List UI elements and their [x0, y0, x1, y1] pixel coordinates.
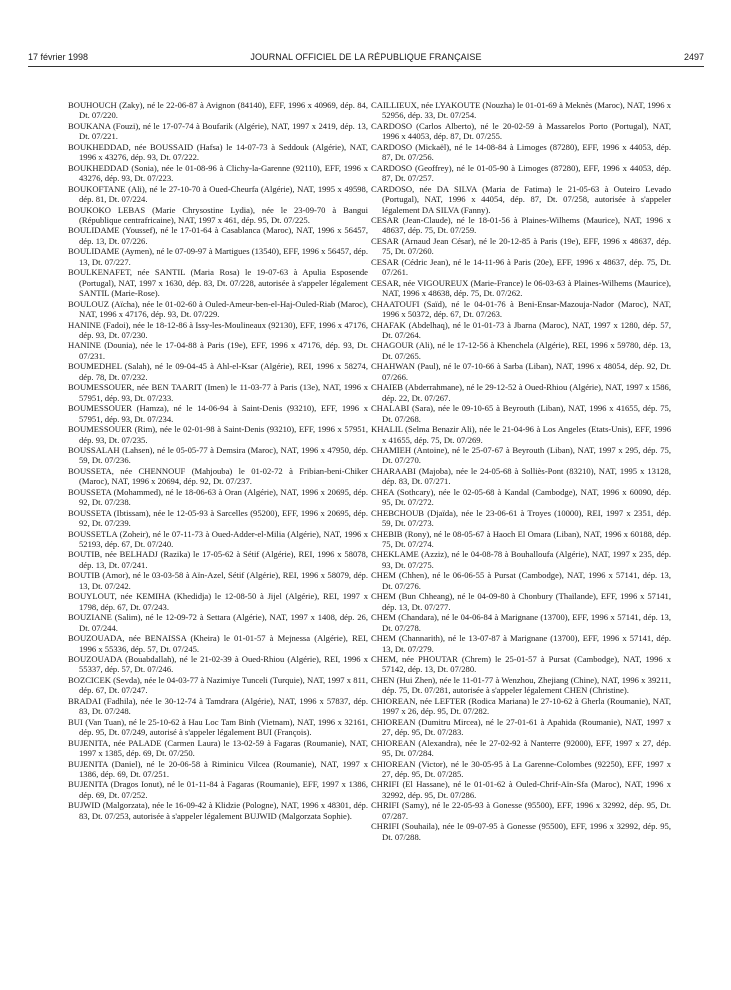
- decree-entry: CAILLIEUX, née LYAKOUTE (Nouzha) le 01-01-69 à Meknès (Maroc), NAT, 1996 x 52956, dép. 33, Dt. 07/254.: [371, 100, 671, 121]
- decree-entry: BOUKOFTANE (Ali), né le 27-10-70 à Oued-Cheurfa (Algérie), NAT, 1995 x 49598, dép. 81, Dt. 07/224.: [68, 183, 368, 205]
- decree-entry: CHRIFI (Souhaila), née le 09-07-95 à Gonesse (95500), EFF, 1996 x 32992, dép. 95, Dt. 07/288.: [371, 821, 671, 842]
- decree-entry: CHARAABI (Majoba), née le 24-05-68 à Solliès-Pont (83210), NAT, 1995 x 13128, dép. 83, Dt. 07/271.: [371, 465, 671, 487]
- decree-entry: CHEKLAME (Azziz), né le 04-08-78 à Bouhalloufa (Algérie), NAT, 1997 x 235, dép. 93, Dt. 07/275.: [371, 549, 671, 570]
- decree-entry: BOUKHEDDAD (Sonia), née le 01-08-96 à Clichy-la-Garenne (92110), EFF, 1996 x 43276, dép. 93, Dt. 07/223.: [68, 162, 368, 184]
- decree-entry: CHRIFI (Samy), né le 22-05-93 à Gonesse (95500), EFF, 1996 x 32992, dép. 95, Dt. 07/287.: [371, 800, 671, 821]
- header-page-number: 2497: [683, 52, 704, 62]
- decree-entry: CHEBIB (Rony), né le 08-05-67 à Haoch El Omara (Liban), NAT, 1996 x 60188, dép. 75, Dt. 07/274.: [371, 528, 671, 550]
- decree-entry: HANINE (Fadoi), née le 18-12-86 à Issy-les-Moulineaux (92130), EFF, 1996 x 47176, dép. 93, Dt. 07/230.: [68, 319, 368, 340]
- decree-entry: CHEM (Bun Chheang), né le 04-09-80 à Chonbury (Thaïlande), EFF, 1996 x 57141, dép. 13, Dt. 07/277.: [371, 591, 671, 612]
- decree-entry: BOUKANA (Fouzi), né le 17-07-74 à Boufarik (Algérie), NAT, 1997 x 2419, dép. 13, Dt. 07/221.: [68, 120, 368, 142]
- decree-entry: CARDOSO (Mickaël), né le 14-08-84 à Limoges (87280), EFF, 1996 x 44053, dép. 87, Dt. 07/256.: [371, 141, 671, 163]
- decree-entry: BUI (Van Tuan), né le 25-10-62 à Hau Loc Tam Binh (Vietnam), NAT, 1996 x 32161, dép. 95, Dt. 07/249, autorisé à s'appeler légalement BUI (François).: [68, 716, 368, 738]
- decree-entry: BUJENITA, née PALADE (Carmen Laura) le 13-02-59 à Fagaras (Roumanie), NAT, 1997 x 1385, dép. 69, Dt. 07/250.: [68, 737, 368, 759]
- decree-entry: BOUMESSOUER (Hamza), né le 14-06-94 à Saint-Denis (93210), EFF, 1996 x 57951, dép. 93, Dt. 07/234.: [68, 403, 368, 424]
- decree-entry: CHEM (Chandara), né le 04-06-84 à Marignane (13700), EFF, 1996 x 57141, dép. 13, Dt. 07/278.: [371, 612, 671, 633]
- decree-entry: BOUZOUADA, née BENAISSA (Kheira) le 01-01-57 à Mejnessa (Algérie), REI, 1996 x 55336, dép. 57, Dt. 07/245.: [68, 633, 368, 654]
- decree-entry: BOUMEDHEL (Salah), né le 09-04-45 à Ahl-el-Ksar (Algérie), REI, 1996 x 58274, dép. 78, Dt. 07/232.: [68, 361, 368, 382]
- decree-entry: BOZCICEK (Sevda), née le 04-03-77 à Nazimiye Tunceli (Turquie), NAT, 1997 x 811, dép. 67, Dt. 07/247.: [68, 674, 368, 696]
- decree-entry: CHIOREAN (Alexandra), née le 27-02-92 à Nanterre (92000), EFF, 1997 x 27, dép. 95, Dt. 07/284.: [371, 737, 671, 759]
- decree-entry: BOULOUZ (Aïcha), née le 01-02-60 à Ouled-Ameur-ben-el-Haj-Ouled-Riab (Maroc), NAT, 1996 x 47176, dép. 93, Dt. 07/229.: [68, 298, 368, 320]
- decree-entry: CHAMIEH (Antoine), né le 25-07-67 à Beyrouth (Liban), NAT, 1997 x 295, dép. 75, Dt. 07/270.: [371, 444, 671, 466]
- decree-entry: CHIOREAN (Dumitru Mircea), né le 27-01-61 à Apahida (Roumanie), NAT, 1997 x 27, dép. 95, Dt. 07/283.: [371, 716, 671, 738]
- decree-entry: CHEN (Hui Zhen), née le 11-01-77 à Wenzhou, Zhejiang (Chine), NAT, 1996 x 39211, dép. 75, Dt. 07/281, autorisée à s'appeler légalement CHEN (Christine).: [371, 674, 671, 696]
- decree-entry: CHALABI (Sara), née le 09-10-65 à Beyrouth (Liban), NAT, 1996 x 41655, dép. 75, Dt. 07/268.: [371, 403, 671, 424]
- decree-entry: BOUTIB (Amor), né le 03-03-58 à Aïn-Azel, Sétif (Algérie), REI, 1996 x 58079, dép. 13, Dt. 07/242.: [68, 570, 368, 591]
- decree-entry: BOUMESSOUER, née BEN TAARIT (Imen) le 11-03-77 à Paris (13e), NAT, 1996 x 57951, dép. 93, Dt. 07/233.: [68, 382, 368, 403]
- decree-entry: BOUKOKO LEBAS (Marie Chrysostine Lydia), née le 23-09-70 à Bangui (République centrafricaine), NAT, 1997 x 461, dép. 95, Dt. 07/225.: [68, 204, 368, 225]
- header-date: 17 février 1998: [28, 52, 89, 62]
- decree-entry: BOUSSALAH (Lahsen), né le 05-05-77 à Demsira (Maroc), NAT, 1996 x 47950, dép. 59, Dt. 07/236.: [68, 444, 368, 466]
- decree-entry: CESAR (Jean-Claude), né le 18-01-56 à Plaines-Wilhems (Maurice), NAT, 1996 x 48637, dép. 75, Dt. 07/259.: [371, 214, 671, 236]
- decree-entry: CHEM, née PHOUTAR (Chrem) le 25-01-57 à Pursat (Cambodge), NAT, 1996 x 57142, dép. 13, Dt. 07/280.: [371, 654, 671, 675]
- decree-entry: BOUYLOUT, née KEMIHA (Khedidja) le 12-08-50 à Jijel (Algérie), REI, 1997 x 1798, dép. 67, Dt. 07/243.: [68, 591, 368, 612]
- decree-entry: CHRIFI (El Hassane), né le 01-01-62 à Ouled-Chrif-Aïn-Sfa (Maroc), NAT, 1996 x 32992, dép. 95, Dt. 07/286.: [371, 779, 671, 800]
- left-column: [68, 100, 368, 821]
- decree-entry: CHEM (Chhen), né le 06-06-55 à Pursat (Cambodge), NAT, 1996 x 57141, dép. 13, Dt. 07/276.: [371, 570, 671, 591]
- decree-entry: CHIOREAN, née LEFTER (Rodica Mariana) le 27-10-62 à Gherla (Roumanie), NAT, 1997 x 26, dép. 95, Dt. 07/282.: [371, 695, 671, 717]
- decree-entry: BOULIDAME (Youssef), né le 17-01-64 à Casablanca (Maroc), NAT, 1996 x 56457, dép. 13, Dt. 07/226.: [68, 225, 368, 246]
- decree-entry: CESAR, née VIGOUREUX (Marie-France) le 06-03-63 à Plaines-Wilhems (Maurice), NAT, 1996 x 48638, dép. 75, Dt. 07/262.: [371, 277, 671, 299]
- decree-entry: BOUTIB, née BELHADJ (Razika) le 17-05-62 à Sétif (Algérie), REI, 1996 x 58078, dép. 13, Dt. 07/241.: [68, 549, 368, 570]
- decree-entry: CESAR (Cédric Jean), né le 14-11-96 à Paris (20e), EFF, 1996 x 48637, dép. 75, Dt. 07/261.: [371, 256, 671, 278]
- page-header: [28, 52, 704, 66]
- decree-entry: CARDOSO (Carlos Alberto), né le 20-02-59 à Massarelos Porto (Portugal), NAT, 1996 x 44053, dép. 87, Dt. 07/255.: [371, 120, 671, 142]
- decree-entry: CHEBCHOUB (Djaïda), née le 23-06-61 à Troyes (10000), REI, 1997 x 2351, dép. 59, Dt. 07/273.: [371, 507, 671, 529]
- decree-entry: BOUSSETA (Mohammed), né le 18-06-63 à Oran (Algérie), NAT, 1996 x 20695, dép. 92, Dt. 07/238.: [68, 486, 368, 508]
- decree-entry: CHAATOUFI (Saïd), né le 04-01-76 à Beni-Ensar-Mazouja-Nador (Maroc), NAT, 1996 x 50372, dép. 67, Dt. 07/263.: [371, 298, 671, 320]
- decree-entry: CHAFAK (Abdelhaq), né le 01-01-73 à Jbarna (Maroc), NAT, 1997 x 1280, dép. 57, Dt. 07/264.: [371, 319, 671, 340]
- decree-entry: BOUZOUADA (Bouabdallah), né le 21-02-39 à Oued-Rhiou (Algérie), REI, 1996 x 55337, dép. 57, Dt. 07/246.: [68, 654, 368, 675]
- decree-entry: BOULKENAFET, née SANTIL (Maria Rosa) le 19-07-63 à Apulia Esposende (Portugal), NAT, 1997 x 1630, dép. 83, Dt. 07/228, autorisée à s'appeler légalement SANTIL (Marie-Rose).: [68, 267, 368, 299]
- decree-entry: BOUZIANE (Salim), né le 12-09-72 à Settara (Algérie), NAT, 1997 x 1408, dép. 26, Dt. 07/244.: [68, 612, 368, 633]
- decree-entry: BOUSSETA, née CHENNOUF (Mahjouba) le 01-02-72 à Fribian-beni-Chiker (Maroc), NAT, 1996 x 20694, dép. 92, Dt. 07/237.: [68, 465, 368, 487]
- decree-entry: CHEA (Sothcary), née le 02-05-68 à Kandal (Cambodge), NAT, 1996 x 60090, dép. 95, Dt. 07/272.: [371, 486, 671, 508]
- decree-entry: CHAIEB (Abderrahmane), né le 29-12-52 à Oued-Rhiou (Algérie), NAT, 1997 x 1586, dép. 22, Dt. 07/267.: [371, 382, 671, 403]
- decree-entry: CHEM (Channarith), né le 13-07-87 à Marignane (13700), EFF, 1996 x 57141, dép. 13, Dt. 07/279.: [371, 633, 671, 654]
- decree-entry: CARDOSO, née DA SILVA (Maria de Fatima) le 21-05-63 à Outeiro Levado (Portugal), NAT, 1996 x 44054, dép. 87, Dt. 07/258, autorisée à s'appeler légalement DA SILVA (Fanny).: [371, 183, 671, 215]
- decree-entry: BOUMESSOUER (Rim), née le 02-01-98 à Saint-Denis (93210), EFF, 1996 x 57951, dép. 93, Dt. 07/235.: [68, 424, 368, 445]
- decree-entry: KHALIL (Selma Benazir Ali), née le 21-04-96 à Los Angeles (Etats-Unis), EFF, 1996 x 41655, dép. 75, Dt. 07/269.: [371, 424, 671, 445]
- decree-entry: BUJENITA (Dragos Ionut), né le 01-11-84 à Fagaras (Roumanie), EFF, 1997 x 1386, dép. 69, Dt. 07/252.: [68, 779, 368, 800]
- decree-entry: CHAGOUR (Ali), né le 17-12-56 à Khenchela (Algérie), REI, 1996 x 59780, dép. 13, Dt. 07/265.: [371, 340, 671, 361]
- decree-entry: BOULIDAME (Aymen), né le 07-09-97 à Martigues (13540), EFF, 1996 x 56457, dép. 13, Dt. 07/227.: [68, 246, 368, 267]
- decree-entry: CHIOREAN (Victor), né le 30-05-95 à La Garenne-Colombes (92250), EFF, 1997 x 27, dép. 95, Dt. 07/285.: [371, 758, 671, 779]
- decree-entry: CHAHWAN (Paul), né le 07-10-66 à Sarba (Liban), NAT, 1996 x 48054, dép. 92, Dt. 07/266.: [371, 361, 671, 382]
- decree-entry: CESAR (Arnaud Jean César), né le 20-12-85 à Paris (19e), EFF, 1996 x 48637, dép. 75, Dt. 07/260.: [371, 235, 671, 257]
- decree-entry: BRADAI (Fadhila), née le 30-12-74 à Tamdrara (Algérie), NAT, 1996 x 57837, dép. 83, Dt. 07/248.: [68, 695, 368, 717]
- decree-entry: BUJENITA (Daniel), né le 20-06-58 à Riminicu Vilcea (Roumanie), NAT, 1997 x 1386, dép. 69, Dt. 07/251.: [68, 758, 368, 779]
- decree-entry: CARDOSO (Geoffrey), né le 01-05-90 à Limoges (87280), EFF, 1996 x 44053, dép. 87, Dt. 07/257.: [371, 162, 671, 184]
- right-column: [371, 100, 671, 842]
- header-journal-title: JOURNAL OFFICIEL DE LA RÉPUBLIQUE FRANÇAISE: [250, 52, 482, 62]
- decree-entry: BOUHOUCH (Zaky), né le 22-06-87 à Avignon (84140), EFF, 1996 x 40969, dép. 84, Dt. 07/220.: [68, 100, 368, 121]
- decree-entry: BOUKHEDDAD, née BOUSSAID (Hafsa) le 14-07-73 à Seddouk (Algérie), NAT, 1996 x 43276, dép. 93, Dt. 07/222.: [68, 141, 368, 163]
- decree-entry: BUJWID (Malgorzata), née le 16-09-42 à Klidzie (Pologne), NAT, 1996 x 48301, dép. 83, Dt. 07/253, autorisée à s'appeler légalement BUJWID (Malgorzata Sophie).: [68, 800, 368, 821]
- decree-entry: BOUSSETLA (Zoheir), né le 07-11-73 à Oued-Adder-el-Milia (Algérie), NAT, 1996 x 52193, dép. 67, Dt. 07/240.: [68, 528, 368, 550]
- decree-entry: BOUSSETA (Ibtissam), née le 12-05-93 à Sarcelles (95200), EFF, 1996 x 20695, dép. 92, Dt. 07/239.: [68, 507, 368, 529]
- header-rule: [28, 66, 704, 67]
- decree-entry: HANINE (Dounia), née le 17-04-88 à Paris (19e), EFF, 1996 x 47176, dép. 93, Dt. 07/231.: [68, 340, 368, 361]
